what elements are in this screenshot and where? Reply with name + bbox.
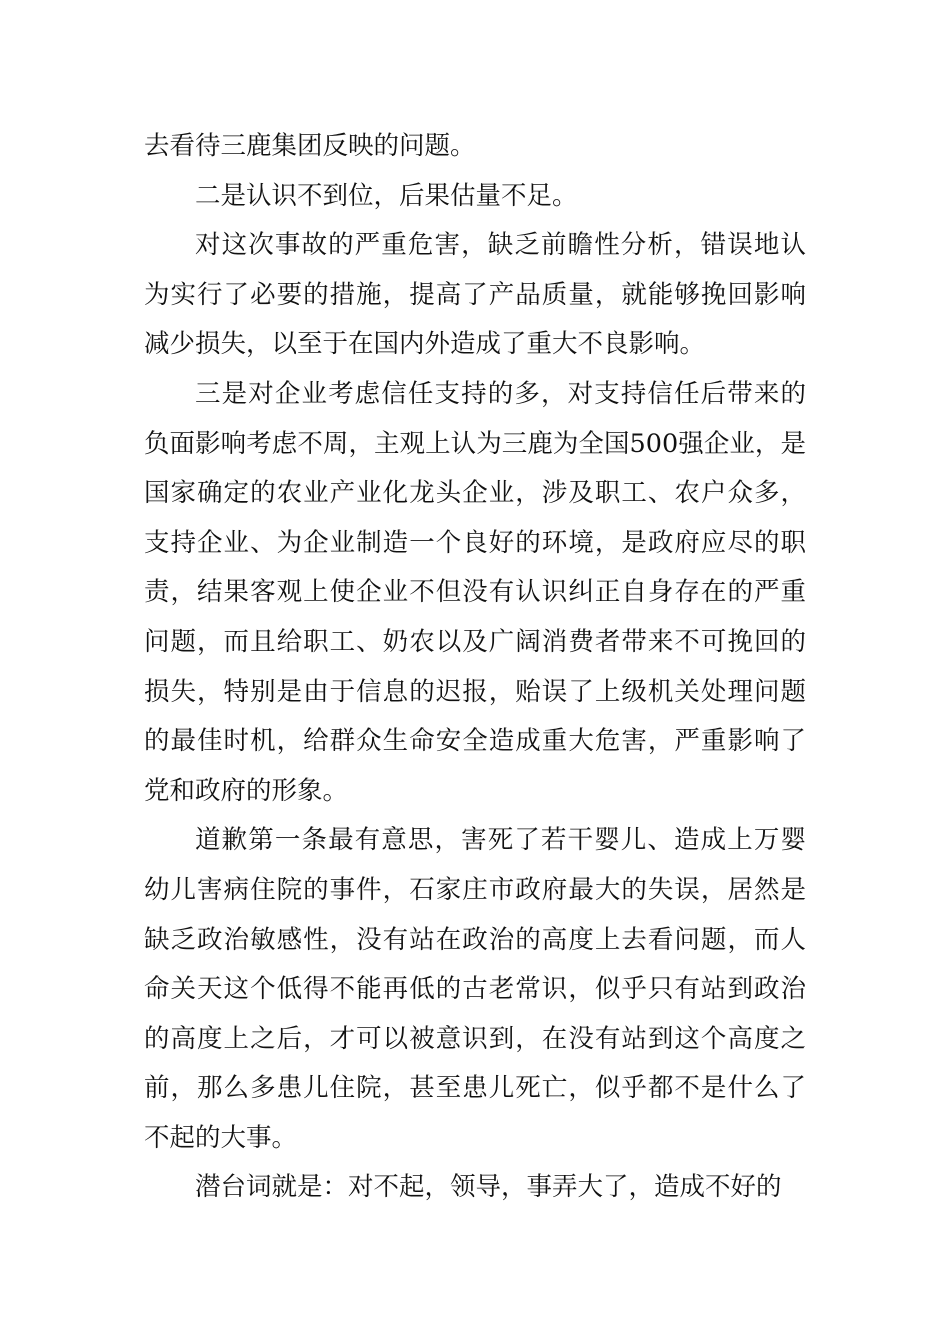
paragraph-continuation: 去看待三鹿集团反映的问题。 xyxy=(144,131,476,161)
paragraph-subtext: 潜台词就是：对不起，领导，事弄大了，造成不好的 xyxy=(195,1172,782,1203)
paragraph-point-two: 二是认识不到位，后果估量不足。 xyxy=(195,180,578,211)
paragraph-point-three: 三是对企业考虑信任支持的多，对支持信任后带来的负面影响考虑不周，主观上认为三鹿为全国500强企业，是国家确定的农业产业化龙头企业，涉及职工、农户众多，支持企业、为企业制造一个良好的环境，是政府应尽的职责，结果客观上使企业不但没有认识纠正自身存在的严重问题，而且给职工、奶农以及广阔消费者带来不可挽回的损失，特别是由于信息的迟报，贻误了上级机关处理问题的最佳时机，给群众生命安全造成重大危害，严重影响了党和政府的形象。 xyxy=(144,378,806,806)
paragraph-severity-analysis: 对这次事故的严重危害，缺乏前瞻性分析，错误地认为实行了必要的措施，提高了产品质量，就能够挽回影响减少损失，以至于在国内外造成了重大不良影响。 xyxy=(144,230,806,360)
document-page xyxy=(144,122,806,1213)
paragraph-apology-commentary: 道歉第一条最有意思，害死了若干婴儿、造成上万婴幼儿害病住院的事件，石家庄市政府最大的失误，居然是缺乏政治敏感性，没有站在政治的高度上去看问题，而人命关天这个低得不能再低的古老常识，似乎只有站到政治的高度上之后，才可以被意识到，在没有站到这个高度之前，那么多患儿住院，甚至患儿死亡，似乎都不是什么了不起的大事。 xyxy=(144,825,806,1153)
